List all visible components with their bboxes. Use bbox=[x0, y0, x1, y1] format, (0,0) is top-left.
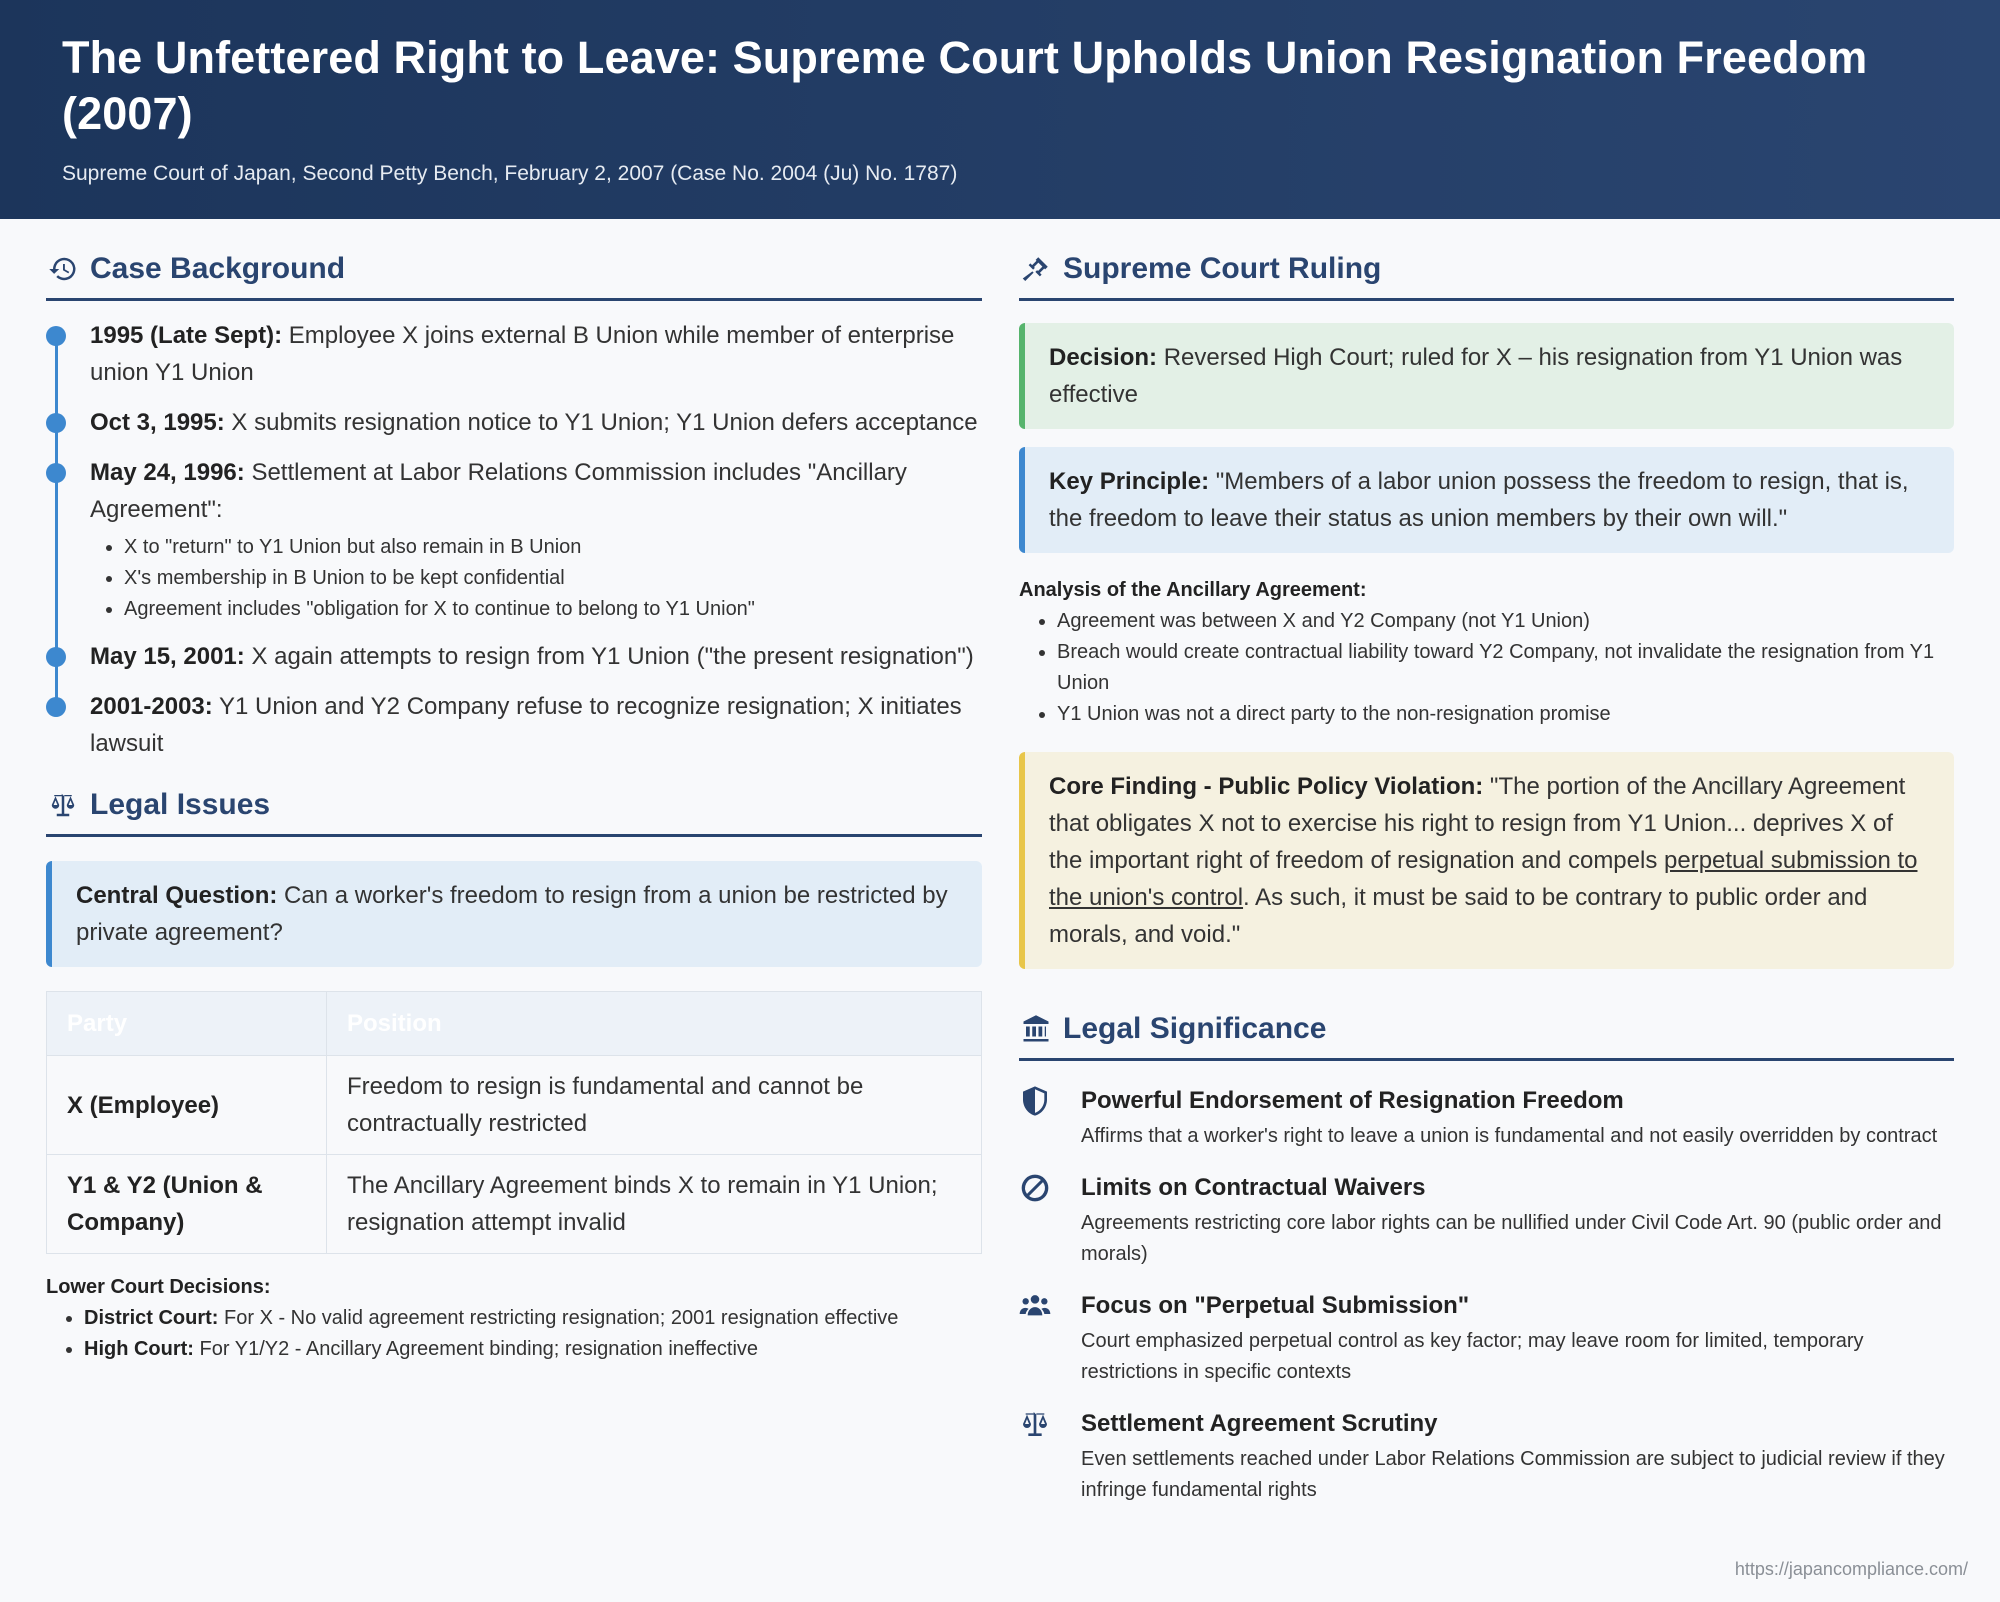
table-row bbox=[47, 1056, 982, 1155]
timeline-item bbox=[90, 317, 982, 391]
callout-text: "The portion of the Ancillary Agreement that obligates X not to exercise his right to resign from Y1 Union... deprives X of the important right of freedom of resignation and compels bbox=[1049, 773, 1906, 874]
timeline-item bbox=[90, 638, 982, 675]
lower-court-title: Lower Court Decisions: bbox=[46, 1276, 271, 1298]
page-subtitle: Supreme Court of Japan, Second Petty Bench, February 2, 2007 (Case No. 2004 (Ju) No. 1787) bbox=[62, 162, 958, 185]
left-column bbox=[46, 236, 982, 1365]
court-text: For Y1/Y2 - Ancillary Agreement binding; resignation ineffective bbox=[193, 1338, 759, 1360]
party-cell: Y1 & Y2 (Union & Company) bbox=[47, 1155, 327, 1254]
analysis-title: Analysis of the Ancillary Agreement: bbox=[1019, 579, 1367, 601]
timeline-item bbox=[90, 454, 982, 625]
significance-item bbox=[1019, 1408, 1954, 1506]
section-header-significance bbox=[1019, 999, 1954, 1061]
list-item bbox=[84, 1303, 982, 1334]
significance-title: Powerful Endorsement of Resignation Freedom bbox=[1081, 1087, 1624, 1114]
timeline-item bbox=[90, 688, 982, 762]
timeline-text: Settlement at Labor Relations Commission includes "Ancillary Agreement": bbox=[90, 459, 907, 523]
callout-underlined-text: perpetual submission to the union's control bbox=[1049, 847, 1918, 911]
parties-table bbox=[46, 991, 982, 1254]
significance-text: Even settlements reached under Labor Relations Commission are subject to judicial review if they infringe fundamental rights bbox=[1081, 1448, 1945, 1501]
list-item: • X to "return" to Y1 Union but also remain in B Union bbox=[124, 532, 982, 563]
position-cell: Freedom to resign is fundamental and cannot be contractually restricted bbox=[327, 1056, 982, 1155]
core-finding-callout bbox=[1019, 752, 1954, 969]
significance-title: Focus on "Perpetual Submission" bbox=[1081, 1292, 1470, 1319]
timeline-text: X again attempts to resign from Y1 Union ("the present resignation") bbox=[244, 643, 974, 670]
list-item: • X's membership in B Union to be kept confidential bbox=[124, 563, 982, 594]
section-title: Supreme Court Ruling bbox=[1063, 251, 1382, 285]
table-header: Position bbox=[327, 992, 982, 1056]
decision-callout bbox=[1019, 323, 1954, 429]
callout-label: Key Principle: bbox=[1049, 468, 1210, 495]
court-label: High Court: bbox=[84, 1338, 194, 1360]
significance-title: Settlement Agreement Scrutiny bbox=[1081, 1410, 1438, 1437]
significance-item bbox=[1019, 1085, 1954, 1152]
page-header bbox=[0, 0, 2000, 219]
scale-icon bbox=[1019, 1408, 1053, 1442]
table-header-row bbox=[47, 992, 982, 1056]
analysis-list bbox=[1019, 606, 1954, 730]
significance-text: Affirms that a worker's right to leave a union is fundamental and not easily overridden by contract bbox=[1081, 1125, 1938, 1147]
significance-item bbox=[1019, 1290, 1954, 1388]
right-column bbox=[1019, 236, 1954, 1526]
significance-title: Limits on Contractual Waivers bbox=[1081, 1174, 1426, 1201]
section-title: Legal Issues bbox=[90, 787, 271, 821]
timeline-text: X submits resignation notice to Y1 Union; Y1 Union defers acceptance bbox=[224, 409, 978, 436]
content-columns bbox=[0, 236, 2000, 1536]
history-icon bbox=[46, 252, 80, 286]
key-principle-callout bbox=[1019, 447, 1954, 553]
section-header-ruling bbox=[1019, 239, 1954, 301]
timeline-date: May 24, 1996: bbox=[90, 459, 245, 486]
timeline-dot bbox=[46, 413, 66, 433]
timeline-date: May 15, 2001: bbox=[90, 643, 245, 670]
section-header-issues bbox=[46, 775, 982, 837]
position-cell: The Ancillary Agreement binds X to remain in Y1 Union; resignation attempt invalid bbox=[327, 1155, 982, 1254]
timeline-text: Employee X joins external B Union while member of enterprise union Y1 Union bbox=[90, 322, 955, 386]
callout-label: Decision: bbox=[1049, 344, 1158, 371]
table-row bbox=[47, 1155, 982, 1254]
callout-text: Reversed High Court; ruled for X – his resignation from Y1 Union was effective bbox=[1049, 344, 1903, 408]
ban-icon bbox=[1019, 1172, 1053, 1206]
timeline-sublist bbox=[90, 532, 982, 625]
timeline-date: Oct 3, 1995: bbox=[90, 409, 225, 436]
list-item: • Agreement includes "obligation for X to continue to belong to Y1 Union" bbox=[124, 594, 982, 625]
users-icon bbox=[1019, 1290, 1053, 1324]
timeline-text: Y1 Union and Y2 Company refuse to recognize resignation; X initiates lawsuit bbox=[90, 693, 962, 757]
timeline-dot bbox=[46, 326, 66, 346]
callout-text: "Members of a labor union possess the freedom to resign, that is, the freedom to leave their status as union members by their own will." bbox=[1049, 468, 1909, 532]
section-title: Case Background bbox=[90, 251, 346, 285]
significance-text: Court emphasized perpetual control as key factor; may leave room for limited, temporary restrictions in specific contexts bbox=[1081, 1330, 1864, 1383]
section-header-background bbox=[46, 239, 982, 301]
timeline-dot bbox=[46, 697, 66, 717]
central-question-callout bbox=[46, 861, 982, 967]
list-item: • Breach would create contractual liability toward Y2 Company, not invalidate the resignation from Y1 Union bbox=[1057, 637, 1954, 699]
timeline bbox=[46, 317, 982, 762]
shield-icon bbox=[1019, 1085, 1053, 1119]
party-cell: X (Employee) bbox=[47, 1056, 327, 1155]
callout-label: Central Question: bbox=[76, 882, 278, 909]
timeline-date: 2001-2003: bbox=[90, 693, 213, 720]
court-label: District Court: bbox=[84, 1307, 219, 1329]
gavel-icon bbox=[1019, 252, 1053, 286]
footer-url[interactable]: https://japancompliance.com/ bbox=[1734, 1559, 1968, 1579]
list-item: • Agreement was between X and Y2 Company (not Y1 Union) bbox=[1057, 606, 1954, 637]
timeline-dot bbox=[46, 463, 66, 483]
table-header: Party bbox=[47, 992, 327, 1056]
significance-text: Agreements restricting core labor rights can be nullified under Civil Code Art. 90 (public order and morals) bbox=[1081, 1212, 1942, 1265]
significance-list bbox=[1019, 1085, 1954, 1506]
list-item bbox=[84, 1334, 982, 1365]
page-title: The Unfettered Right to Leave: Supreme Court Upholds Union Resignation Freedom (2007) bbox=[62, 32, 1868, 139]
section-title: Legal Significance bbox=[1063, 1011, 1327, 1045]
scale-icon bbox=[46, 788, 80, 822]
landmark-icon bbox=[1019, 1012, 1053, 1046]
callout-text: Can a worker's freedom to resign from a union be restricted by private agreement? bbox=[76, 882, 948, 946]
court-text: For X - No valid agreement restricting resignation; 2001 resignation effective bbox=[218, 1307, 899, 1329]
callout-text: . As such, it must be said to be contrary to public order and morals, and void." bbox=[1049, 884, 1868, 948]
list-item: • Y1 Union was not a direct party to the non-resignation promise bbox=[1057, 699, 1954, 730]
timeline-date: 1995 (Late Sept): bbox=[90, 322, 283, 349]
callout-label: Core Finding - Public Policy Violation: bbox=[1049, 773, 1484, 800]
lower-court-list bbox=[46, 1303, 982, 1365]
significance-item bbox=[1019, 1172, 1954, 1270]
timeline-dot bbox=[46, 647, 66, 667]
timeline-item bbox=[90, 404, 982, 441]
